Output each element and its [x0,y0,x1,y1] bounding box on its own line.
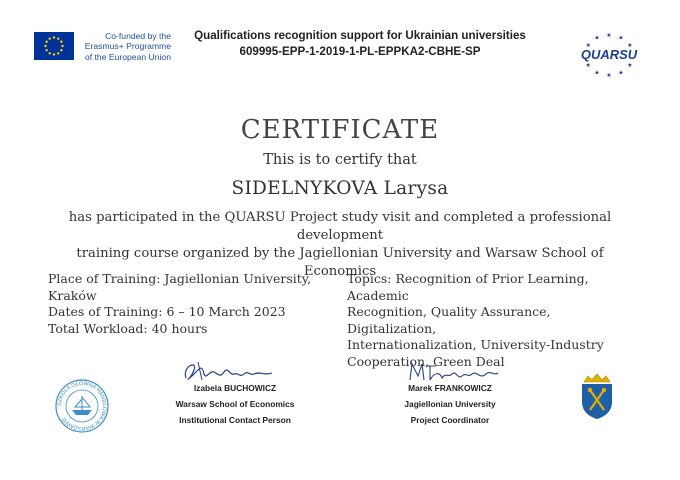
certificate-title: CERTIFICATE [240,115,440,145]
signatory-role: Project Coordinator [410,415,490,425]
training-workload: Total Workload: 40 hours [48,320,208,336]
sgh-seal-icon [54,378,110,434]
training-place: Place of Training: Jagiellonian University, Kraków [48,271,312,303]
quarsu-star-icon: ★ [606,72,612,79]
project-title: Qualifications recognition support for Ukrainian universities [194,29,526,42]
quarsu-star-icon: ★ [585,62,591,69]
eu-star-icon [60,41,62,43]
recipient-name: SIDELNYKOVA Larysa [231,178,449,199]
uj-crest-icon [578,372,616,420]
quarsu-star-icon: ★ [618,69,624,77]
eu-line: Erasmus+ Programme [84,41,171,52]
eu-star-icon [53,53,55,55]
signatory-institution: Warsaw School of Economics [175,399,295,409]
project-code: 609995-EPP-1-2019-1-PL-EPPKA2-CBHE-SP [239,45,481,58]
topics-line: Recognition, Quality Assurance, Digitalization, [347,304,551,336]
quarsu-logo-text: QUARSU [580,47,638,62]
quarsu-star-icon: ★ [627,42,633,49]
training-dates: Dates of Training: 6 – 10 March 2023 [48,304,286,319]
eu-star-icon [61,45,63,47]
quarsu-star-icon: ★ [585,42,591,49]
quarsu-logo-icon [578,28,640,80]
signatory-right [380,380,520,428]
sgh-seal-text: SZKOŁA GŁÓWNA HANDLOWA W WARSZAWIE [56,380,108,432]
eu-star-icon [53,36,55,38]
signatory-role: Institutional Contact Person [179,415,291,425]
quarsu-star-icon: ★ [627,62,633,69]
eu-star-icon [57,52,59,54]
signatory-name: Marek FRANKOWICZ [408,383,492,393]
eu-star-icon [60,49,62,51]
quarsu-star-icon: ★ [594,34,600,42]
quarsu-star-icon: ★ [594,69,600,77]
eu-star-icon [45,41,47,43]
eu-star-icon [44,45,46,47]
eu-flag-icon [34,32,74,60]
quarsu-star-icon: ★ [606,32,612,39]
training-details [48,271,338,337]
signatory-name: Izabela BUCHOWICZ [193,383,277,393]
eu-cofunded-text [79,31,171,62]
eu-line: Co-funded by the [105,31,171,41]
topics-line: Cooperation, Green Deal [347,353,505,369]
eu-star-icon [45,49,47,51]
topics-line: Internationalization, University-Industry [347,337,604,352]
eu-star-icon [49,37,51,39]
project-header [170,28,550,60]
certify-line: This is to certify that [263,152,417,168]
eu-star-icon [57,37,59,39]
paragraph-line: training course organized by the Jagiellonian University and Warsaw School of Economics [76,246,604,279]
eu-star-icon [49,52,51,54]
training-topics [347,271,637,370]
eu-line: of the European Union [84,51,171,62]
signatory-left [170,380,300,428]
topics-line: Topics: Recognition of Prior Learning, Academic [347,271,589,303]
paragraph-line: has participated in the QUARSU Project study visit and completed a professional development [68,210,612,243]
signatory-institution: Jagiellonian University [404,399,496,409]
quarsu-star-icon: ★ [618,34,624,42]
